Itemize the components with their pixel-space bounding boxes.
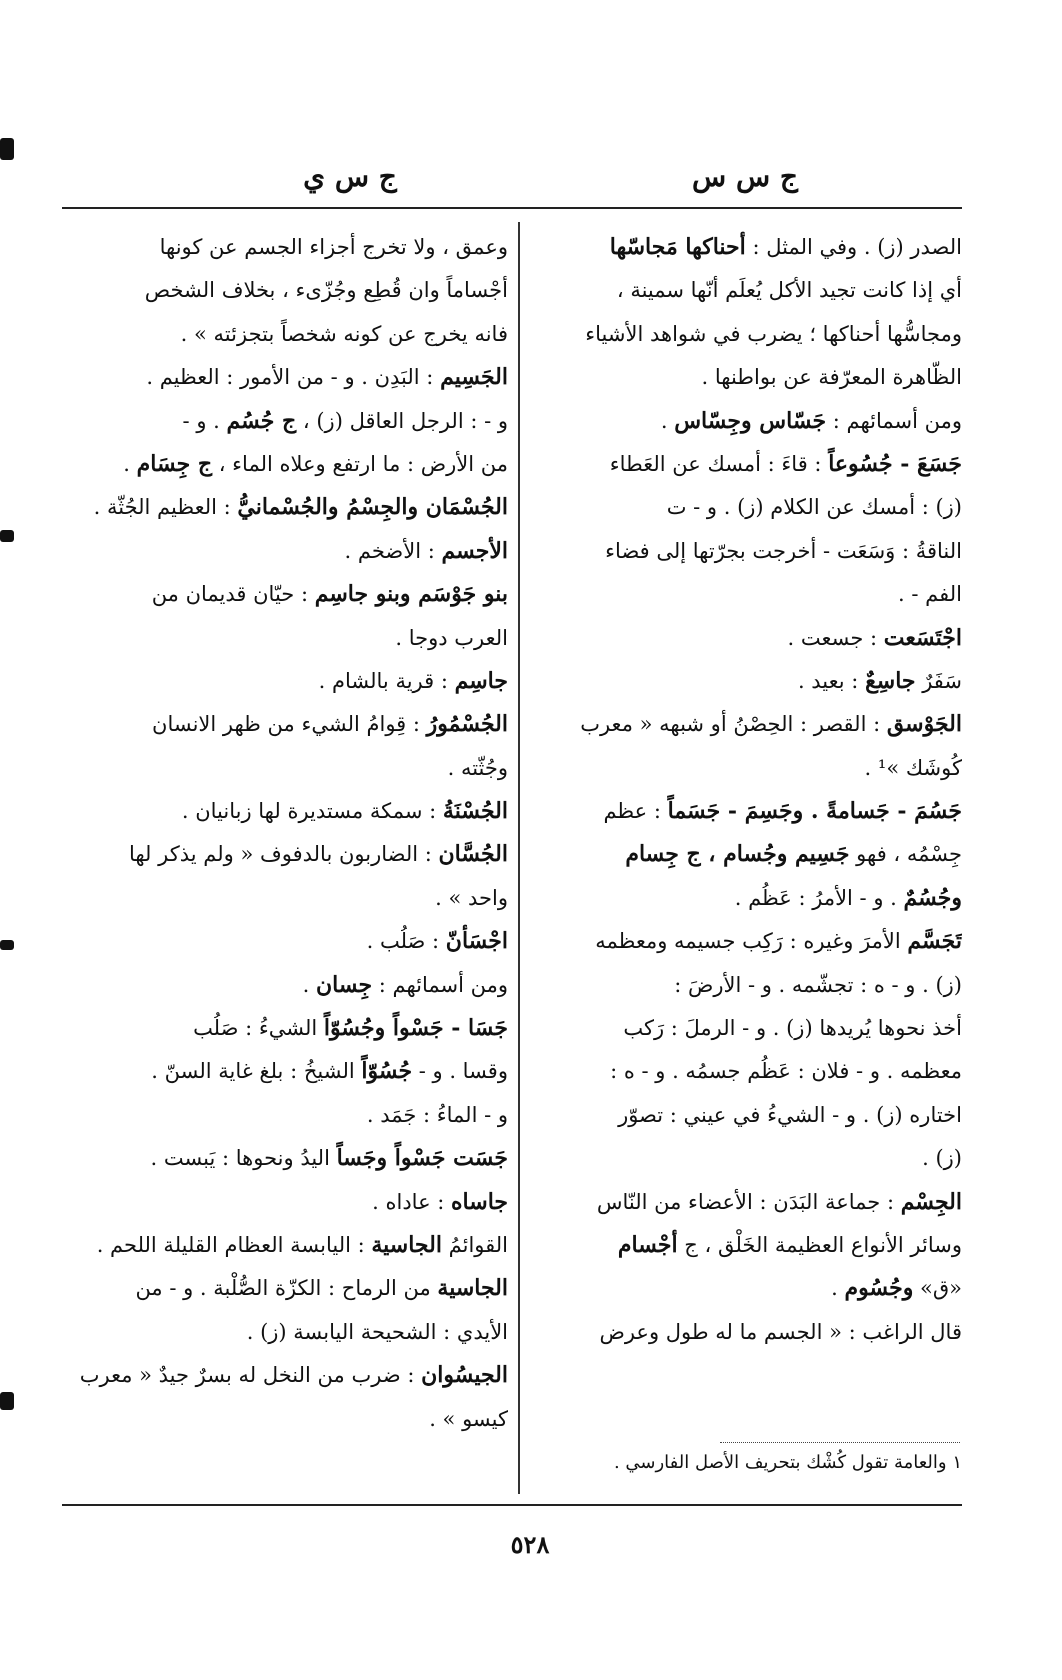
headword: الجاسية — [437, 1275, 508, 1302]
definition-text: الأيدي : الشحيحة اليابسة (ز) . — [246, 1319, 508, 1344]
text-line — [70, 747, 508, 790]
text-line — [70, 1398, 508, 1441]
definition-text: كُوشَك »¹ . — [864, 755, 962, 780]
text-line — [530, 1267, 962, 1310]
headword: الجُسْنَةُ — [442, 798, 508, 825]
text-line — [530, 1311, 962, 1354]
text-line — [70, 1354, 508, 1397]
definition-text: اختاره (ز) . و - الشيءُ في عيني : تصوّر — [618, 1102, 962, 1127]
text-line — [530, 400, 962, 443]
headword: ج جِسَام — [136, 450, 213, 477]
definition-text: ومن أسمائهم : — [826, 408, 962, 433]
text-line — [70, 530, 508, 573]
headword: ج جُسُم — [226, 407, 297, 434]
definition-text: العرب دوجا . — [395, 625, 508, 650]
definition-text: (ز) . — [922, 1146, 962, 1171]
headword: جَسَت جَسْواً وجَساً — [336, 1145, 508, 1172]
text-line — [70, 226, 508, 269]
text-line — [70, 356, 508, 399]
definition-text: : صَلُب . — [366, 929, 446, 954]
definition-text: : جماعة البَدَن : الأعضاء من النّاس — [596, 1189, 901, 1214]
definition-text: كيسو » . — [429, 1406, 508, 1431]
headword: اجْسَأنّ — [445, 928, 508, 955]
headword: أحناكها مَجاسّها — [609, 234, 746, 260]
scan-edge-mark — [0, 138, 14, 160]
headword: الجُسْمُورُ — [426, 711, 508, 738]
definition-text: : قرية بالشام . — [318, 668, 455, 693]
right-column-header: ج س س — [692, 160, 798, 193]
column-divider — [518, 222, 520, 1494]
headword: الجيسُوان — [421, 1362, 508, 1389]
text-line — [70, 1094, 508, 1137]
definition-text: . — [123, 451, 137, 476]
scan-edge-mark — [0, 940, 14, 950]
headword: جَسُمَ - جَسامةً . وجَسِمَ - جَسَماً — [667, 798, 962, 825]
definition-text: . و - الأمرُ : عَظُم . — [734, 885, 904, 910]
headword: اجْتَسَعت — [883, 624, 962, 651]
definition-text: الشيخُ : بلغ غاية السنّ . — [151, 1059, 362, 1084]
footnote: ١ والعامة تقول كُشْك بتحريف الأصل الفارسي . — [613, 1452, 962, 1473]
text-line — [70, 660, 508, 703]
definition-text: القوائمُ — [441, 1232, 508, 1257]
headword: وجُسُمٌ — [903, 884, 962, 911]
text-line — [530, 313, 962, 356]
headword: جاساه — [451, 1188, 508, 1215]
definition-text: جِسْمُه ، فهو — [849, 842, 962, 867]
definition-text: أجْساماً وان قُطِع وجُزّىء ، بخلاف الشخص — [144, 278, 508, 303]
text-line — [70, 920, 508, 963]
headword: الأجسم — [441, 537, 508, 564]
definition-text: واحد » . — [435, 885, 508, 910]
text-line — [530, 356, 962, 399]
text-line — [70, 1050, 508, 1093]
text-line — [530, 443, 962, 486]
definition-text: أخذ نحوها يُريدها (ز) . و - الرملَ : رَكب — [623, 1016, 962, 1041]
text-line — [530, 964, 962, 1007]
definition-text: : اليابسة العظام القليلة اللحم . — [96, 1232, 372, 1257]
definition-text: : قِوامُ الشيء من ظهر الانسان — [152, 712, 427, 737]
headword: جاسِعٌ — [865, 667, 916, 694]
definition-text: أي إذا كانت تجيد الأكل يُعلَم أنّها سمينة ، — [616, 278, 962, 303]
headword: جاسِم — [454, 667, 508, 694]
definition-text: قال الراغب : « الجسم ما له طول وعرض — [599, 1319, 962, 1344]
definition-text: : عاداه . — [372, 1189, 452, 1214]
definition-text: من الأرض : ما ارتفع وعلاه الماء ، — [212, 451, 508, 476]
text-line — [530, 1007, 962, 1050]
page-number: ٥٢٨ — [510, 1530, 550, 1559]
definition-text: وقسا . و - — [412, 1059, 508, 1084]
headword: جِسان — [315, 971, 373, 998]
definition-text: : ضرب من النخل له بسرٌ جيدٌ « معرب — [79, 1363, 422, 1388]
text-line — [530, 573, 962, 616]
text-line — [70, 486, 508, 529]
headword: بنو جَوْسَم وبنو جاسِم — [314, 581, 508, 608]
definition-text: و - الماءُ : جَمَد . — [366, 1102, 508, 1127]
definition-text: ومن أسمائهم : — [372, 972, 508, 997]
text-line — [70, 443, 508, 486]
text-line — [530, 877, 962, 920]
definition-text: : العظيم الجُثّة . — [93, 495, 238, 520]
definition-text: : القصر : الحِصْنُ أو شبهه « معرب — [580, 712, 887, 737]
scan-edge-mark — [0, 530, 14, 542]
headword: الجُسْمَان والجِسْمُ والجُسْمانيُّ — [237, 494, 508, 521]
headword: جَسّاس وجِسّاس — [674, 407, 827, 434]
definition-text: : الأضخم . — [344, 538, 442, 563]
text-line — [530, 530, 962, 573]
definition-text: . — [831, 1276, 845, 1301]
definition-text: (ز) : أمسك عن الكلام (ز) . و - ت — [666, 495, 962, 520]
definition-text: فانه يخرج عن كونه شخصاً بتجزئته » . — [180, 321, 508, 346]
definition-text: : سمكة مستديرة لها زبانيان . — [181, 799, 443, 824]
definition-text: . و - — [182, 408, 227, 433]
text-line — [530, 833, 962, 876]
text-line — [70, 1137, 508, 1180]
text-line — [530, 486, 962, 529]
headword: جُسُوّاً — [361, 1058, 413, 1085]
definition-text: الأمرَ وغيره : رَكِب جسيمه ومعظمه — [595, 929, 908, 954]
text-line — [530, 790, 962, 833]
text-line — [70, 1007, 508, 1050]
text-line — [70, 964, 508, 1007]
text-line — [70, 1181, 508, 1224]
definition-text: : جسعت . — [787, 625, 884, 650]
text-line — [530, 660, 962, 703]
text-line — [70, 703, 508, 746]
definition-text: : عظم — [603, 799, 668, 824]
definition-text: اليدُ ونحوها : يَبست . — [150, 1146, 337, 1171]
definition-text: : حيّان قديمان من — [151, 582, 315, 607]
header-rule — [62, 207, 962, 209]
right-column — [530, 226, 962, 1354]
text-line — [70, 617, 508, 660]
text-line — [70, 313, 508, 356]
text-line — [70, 269, 508, 312]
text-line — [530, 269, 962, 312]
footnote-separator — [720, 1442, 960, 1443]
text-line — [530, 747, 962, 790]
text-line — [530, 920, 962, 963]
headword: جَسِيم وجُسام ، ج جِسام — [625, 841, 850, 868]
text-line — [70, 833, 508, 876]
definition-text: وعمق ، ولا تخرج أجزاء الجسم عن كونها — [159, 235, 508, 259]
text-line — [530, 1224, 962, 1267]
headword: الجِسْم — [900, 1188, 962, 1215]
definition-text: وسائر الأنواع العظيمة الخَلْق ، ج — [677, 1232, 962, 1257]
definition-text: الشيءُ : صَلُب — [193, 1016, 324, 1041]
headword: تَجَسَّم — [907, 928, 962, 955]
definition-text: الناقةُ : وَسَعَت - أخرجت بجرّتها إلى فضاء — [605, 538, 962, 563]
definition-text: سَفَرٌ — [915, 668, 962, 693]
headword: الجاسية — [371, 1231, 442, 1258]
definition-text: . — [660, 408, 675, 433]
headword: الجَسِيم — [440, 364, 508, 391]
definition-text: : بعيد . — [797, 668, 866, 693]
definition-text: و - : الرجل العاقل (ز) ، — [296, 408, 508, 433]
headword: الجَوْسق — [886, 711, 962, 738]
text-line — [530, 226, 962, 269]
definition-text: الفم - . — [898, 582, 962, 607]
text-line — [530, 1137, 962, 1180]
footer-rule — [62, 1504, 962, 1506]
definition-text: : البَدِن . و - من الأمور : العظيم . — [146, 365, 441, 390]
text-line — [70, 1311, 508, 1354]
text-line — [530, 617, 962, 660]
text-line — [530, 703, 962, 746]
headword: أجْسام — [617, 1231, 678, 1258]
headword: جَسَعَ - جُسُوعاً — [828, 450, 962, 477]
definition-text: وجُثّته . — [447, 755, 508, 780]
text-line — [70, 400, 508, 443]
text-line — [70, 573, 508, 616]
text-line — [70, 1224, 508, 1267]
left-column-header: ج س ي — [303, 160, 397, 193]
definition-text: : قاءَ : أمسك عن العَطاء — [609, 451, 829, 476]
definition-text: (ز) . و - ه : تجشّمه . و - الأرضَ : — [674, 972, 962, 997]
text-line — [70, 1267, 508, 1310]
headword: وجُسُوم — [844, 1275, 914, 1302]
left-column — [70, 226, 508, 1441]
headword: الجُسَّان — [438, 841, 508, 868]
definition-text: ومجاسُّها أحناكها ؛ يضرب في شواهد الأشياء — [585, 321, 962, 346]
scan-edge-mark — [0, 1392, 14, 1410]
text-line — [530, 1094, 962, 1137]
definition-text: . — [302, 972, 316, 997]
definition-text: من الرماح : الكزّة الصُّلْبة . و - من — [135, 1276, 438, 1301]
definition-text: : الضاربون بالدفوف « ولم يذكر لها — [128, 842, 439, 867]
definition-text: معظمه . و - فلان : عَظُم جسمُه . و - ه : — [610, 1059, 962, 1084]
headword: جَسَا - جَسْواً وجُسُوّاً — [323, 1015, 508, 1042]
text-line — [70, 790, 508, 833]
text-line — [70, 877, 508, 920]
definition-text: الصدر (ز) . وفي المثل : — [745, 235, 962, 259]
text-line — [530, 1181, 962, 1224]
definition-text: الظّاهرة المعرّفة عن بواطنها . — [701, 365, 962, 390]
definition-text: «ق» — [913, 1276, 962, 1301]
text-line — [530, 1050, 962, 1093]
